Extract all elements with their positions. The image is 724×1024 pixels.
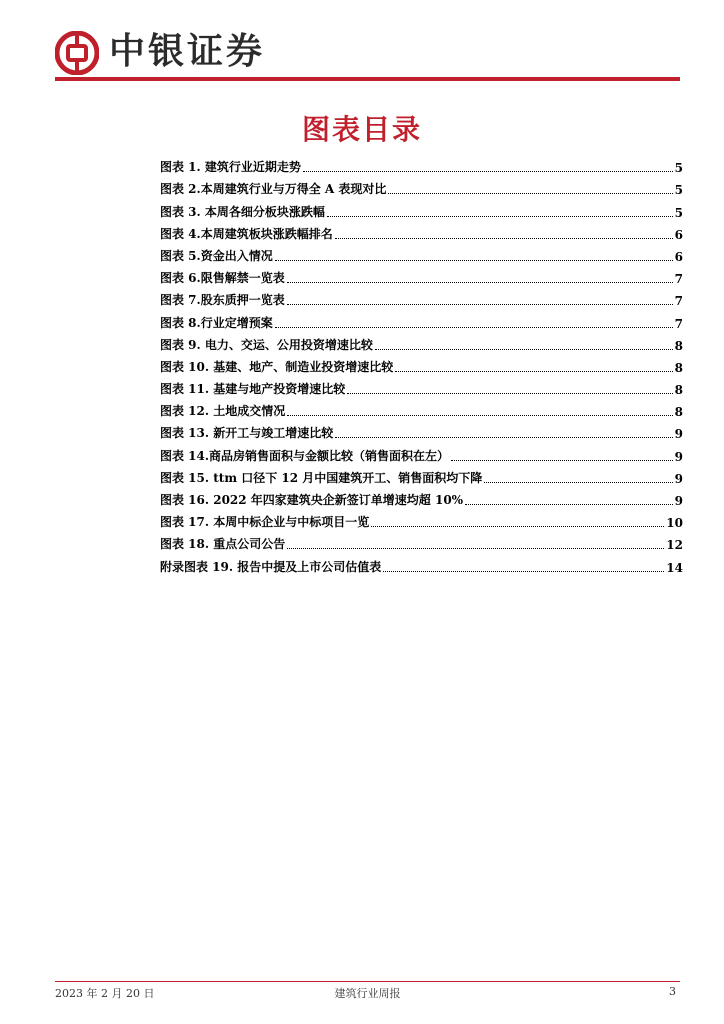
toc-entry[interactable] bbox=[160, 175, 683, 197]
toc-entry-label[interactable]: 图表 13. 新开工与竣工增速比较 bbox=[160, 426, 334, 441]
toc-list bbox=[160, 153, 683, 575]
toc-entry[interactable] bbox=[160, 242, 683, 264]
toc-dot-leader bbox=[375, 349, 673, 350]
page-header bbox=[55, 28, 680, 80]
toc-dot-leader bbox=[388, 193, 672, 194]
toc-dot-leader bbox=[347, 393, 672, 394]
toc-dot-leader bbox=[451, 460, 673, 461]
toc-entry-label[interactable]: 图表 2.本周建筑行业与万得全 A 表现对比 bbox=[160, 182, 387, 197]
page-footer bbox=[55, 985, 680, 1001]
toc-entry[interactable] bbox=[160, 220, 683, 242]
toc-entry-label[interactable]: 图表 1. 建筑行业近期走势 bbox=[160, 160, 301, 175]
toc-dot-leader bbox=[287, 548, 664, 549]
toc-dot-leader bbox=[335, 238, 673, 239]
toc-entry-label[interactable]: 图表 5.资金出入情况 bbox=[160, 248, 273, 263]
boc-logo-icon bbox=[55, 31, 99, 75]
toc-entry[interactable] bbox=[160, 397, 683, 419]
brand-name: 中银证券 bbox=[109, 31, 266, 72]
toc-dot-leader bbox=[335, 437, 672, 438]
toc-entry-page[interactable]: 5 bbox=[674, 205, 683, 220]
footer-divider bbox=[55, 981, 680, 982]
toc-dot-leader bbox=[275, 260, 673, 261]
toc-entry-label[interactable]: 图表 18. 重点公司公告 bbox=[160, 537, 286, 552]
header-divider bbox=[55, 77, 680, 81]
toc-entry-page[interactable]: 9 bbox=[674, 494, 683, 508]
toc-entry-page[interactable]: 9 bbox=[674, 471, 683, 486]
toc-entry[interactable] bbox=[160, 308, 683, 330]
toc-dot-leader bbox=[327, 216, 673, 217]
toc-entry-label[interactable]: 图表 16. 2022 年四家建筑央企新签订单增速均超 10% bbox=[160, 493, 464, 507]
toc-entry-label[interactable]: 图表 14.商品房销售面积与金额比较（销售面积在左） bbox=[160, 448, 450, 463]
toc-dot-leader bbox=[371, 526, 664, 527]
toc-entry-page[interactable]: 7 bbox=[674, 272, 683, 287]
toc-entry-page[interactable]: 6 bbox=[674, 227, 683, 242]
footer-date: 2023 年 2 月 20 日 bbox=[55, 987, 155, 1000]
toc-entry[interactable] bbox=[160, 375, 683, 397]
toc-dot-leader bbox=[395, 371, 672, 372]
toc-entry-page[interactable]: 14 bbox=[666, 560, 683, 575]
toc-entry-label[interactable]: 图表 12. 土地成交情况 bbox=[160, 404, 286, 419]
toc-entry-label[interactable]: 附录图表 19. 报告中提及上市公司估值表 bbox=[160, 559, 382, 574]
toc-entry-label[interactable]: 图表 15. ttm 口径下 12 月中国建筑开工、销售面积均下降 bbox=[160, 470, 483, 485]
toc-entry[interactable] bbox=[160, 419, 683, 441]
toc-entry-label[interactable]: 图表 4.本周建筑板块涨跌幅排名 bbox=[160, 226, 333, 241]
toc-entry-label[interactable]: 图表 9. 电力、交运、公用投资增速比较 bbox=[160, 337, 373, 352]
footer-page-number: 3 bbox=[669, 985, 676, 998]
toc-dot-leader bbox=[287, 415, 672, 416]
toc-entry-label[interactable]: 图表 10. 基建、地产、制造业投资增速比较 bbox=[160, 359, 394, 374]
toc-entry-page[interactable]: 5 bbox=[674, 183, 683, 198]
toc-dot-leader bbox=[287, 282, 673, 283]
toc-entry[interactable] bbox=[160, 331, 683, 353]
toc-dot-leader bbox=[287, 304, 673, 305]
toc-entry-page[interactable]: 7 bbox=[674, 316, 683, 331]
toc-entry-page[interactable]: 8 bbox=[674, 405, 683, 420]
toc-entry[interactable] bbox=[160, 353, 683, 375]
toc-entry-page[interactable]: 8 bbox=[674, 360, 683, 375]
toc-entry[interactable] bbox=[160, 264, 683, 286]
toc-entry[interactable] bbox=[160, 530, 683, 552]
toc-entry-label[interactable]: 图表 7.股东质押一览表 bbox=[160, 293, 285, 308]
toc-entry[interactable] bbox=[160, 486, 683, 508]
toc-entry[interactable] bbox=[160, 441, 683, 463]
toc-entry[interactable] bbox=[160, 197, 683, 219]
toc-entry-label[interactable]: 图表 8.行业定增预案 bbox=[160, 315, 273, 330]
toc-dot-leader bbox=[465, 504, 673, 505]
toc-entry[interactable] bbox=[160, 286, 683, 308]
toc-entry-label[interactable]: 图表 3. 本周各细分板块涨跌幅 bbox=[160, 204, 325, 219]
toc-entry-page[interactable]: 10 bbox=[666, 516, 683, 531]
toc-dot-leader bbox=[383, 571, 664, 572]
toc-entry-page[interactable]: 9 bbox=[674, 427, 683, 442]
toc-dot-leader bbox=[303, 171, 673, 172]
toc-entry[interactable] bbox=[160, 153, 683, 175]
toc-entry[interactable] bbox=[160, 552, 683, 574]
footer-report-name: 建筑行业周报 bbox=[334, 987, 401, 1000]
toc-entry-page[interactable]: 12 bbox=[666, 538, 683, 553]
toc-entry-page[interactable]: 5 bbox=[674, 161, 683, 176]
toc-entry-page[interactable]: 8 bbox=[674, 383, 683, 398]
toc-entry-label[interactable]: 图表 6.限售解禁一览表 bbox=[160, 271, 285, 286]
toc-entry[interactable] bbox=[160, 508, 683, 530]
toc-entry-label[interactable]: 图表 11. 基建与地产投资增速比较 bbox=[160, 382, 346, 397]
toc-entry-page[interactable]: 7 bbox=[674, 294, 683, 309]
toc-entry-page[interactable]: 9 bbox=[674, 449, 683, 464]
toc-title: 图表目录 bbox=[301, 113, 422, 146]
toc-entry[interactable] bbox=[160, 464, 683, 486]
toc-entry-page[interactable]: 6 bbox=[674, 249, 683, 264]
toc-entry-label[interactable]: 图表 17. 本周中标企业与中标项目一览 bbox=[160, 515, 370, 530]
toc-dot-leader bbox=[484, 482, 672, 483]
toc-dot-leader bbox=[275, 327, 673, 328]
toc-entry-page[interactable]: 8 bbox=[674, 338, 683, 353]
